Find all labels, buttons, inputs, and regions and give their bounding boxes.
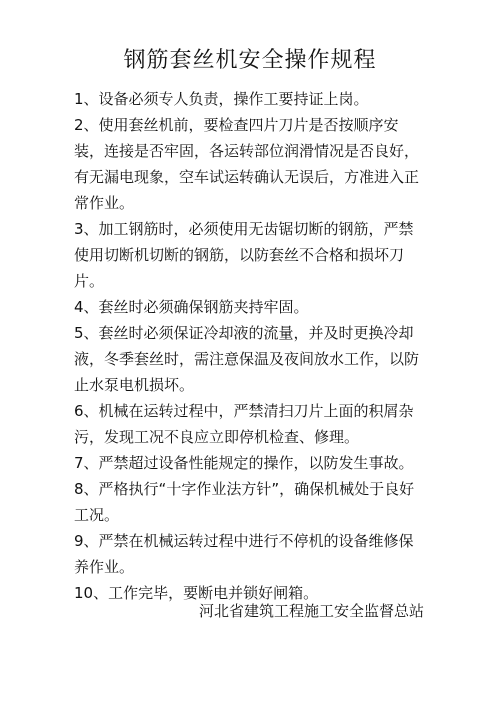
issuer-signature: 河北省建筑工程施工安全监督总站 (198, 602, 424, 620)
rule-item: 6、机械在运转过程中，严禁清扫刀片上面的积屑杂污，发现工况不良应立即停机检查、修理。 (74, 402, 414, 446)
rules-list (74, 86, 428, 606)
rule-item: 10、工作完毕，要断电并锁好闸箱。 (74, 584, 319, 602)
rule-item: 4、套丝时必须确保钢筋夹持牢固。 (74, 298, 309, 316)
rule-item: 2、使用套丝机前，要检查四片刀片是否按顺序安装，连接是否牢固，各运转部位润滑情况是否良好，有无漏电现象，空车试运转确认无误后，方准进入正常作业。 (74, 116, 420, 212)
rule-item: 7、严禁超过设备性能规定的操作，以防发生事故。 (74, 454, 414, 472)
document-title: 钢筋套丝机安全操作规程 (123, 48, 377, 73)
rule-item: 5、套丝时必须保证冷却液的流量，并及时更换冷却液，冬季套丝时，需注意保温及夜间放水工作，以防止水泵电机损坏。 (74, 324, 420, 394)
rule-item: 1、设备必须专人负责，操作工要持证上岗。 (74, 90, 369, 108)
rule-item: 8、严格执行“十字作业法方针”，确保机械处于良好工况。 (74, 480, 415, 524)
rule-item: 9、严禁在机械运转过程中进行不停机的设备维修保养作业。 (74, 532, 414, 576)
rule-item: 3、加工钢筋时，必须使用无齿锯切断的钢筋，严禁使用切断机切断的钢筋，以防套丝不合格和损坏刀片。 (74, 220, 414, 290)
